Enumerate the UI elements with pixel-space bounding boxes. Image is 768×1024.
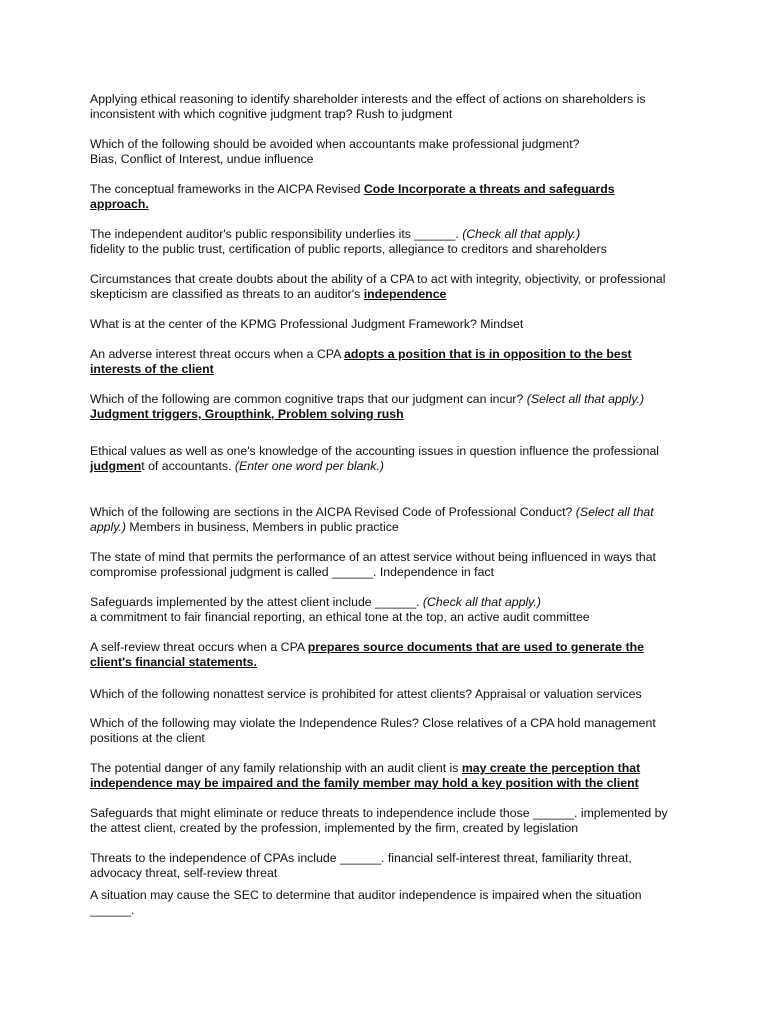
- answer-text: Code Incorporate a threats and safeguards approach.: [90, 182, 615, 211]
- qa-item: [90, 640, 670, 670]
- qa-item: [90, 716, 670, 746]
- question-text: A self-review threat occurs when a CPA: [90, 640, 308, 654]
- question-text: Which of the following are common cognitive traps that our judgment can incur?: [90, 392, 527, 406]
- instruction-text: (Check all that apply.): [462, 227, 581, 241]
- question-text: Safeguards implemented by the attest client include ______.: [90, 595, 423, 609]
- qa-item: [90, 687, 670, 702]
- qa-item: [90, 851, 670, 881]
- qa-item: [90, 888, 670, 918]
- question-text: A situation may cause the SEC to determine that auditor independence is impaired when the situation ______.: [90, 888, 642, 917]
- instruction-text: (Select all that apply.): [90, 505, 654, 534]
- question-text: Safeguards that might eliminate or reduce threats to independence include those ______. implemented by the attest client, created by the profession, implemented by the firm, created by legislation: [90, 806, 668, 835]
- instruction-text: (Select all that apply.): [526, 392, 645, 406]
- qa-item: [90, 806, 670, 836]
- question-text: Ethical values as well as one's knowledge of the accounting issues in question influence the professional: [90, 444, 660, 458]
- question-text: Applying ethical reasoning to identify shareholder interests and the effect of actions on shareholders is inconsistent with which cognitive judgment trap? Rush to judgment: [90, 92, 646, 121]
- question-text: Bias, Conflict of Interest, undue influence: [90, 152, 314, 166]
- qa-item: [90, 444, 670, 474]
- question-text: Circumstances that create doubts about the ability of a CPA to act with integrity, objectivity, or professional skepticism are classified as threats to an auditor's: [90, 272, 666, 301]
- qa-item: [90, 92, 670, 122]
- answer-text: Judgment triggers, Groupthink, Problem solving rush: [90, 407, 404, 421]
- qa-item: [90, 227, 670, 257]
- qa-item: [90, 505, 670, 535]
- qa-item: [90, 392, 670, 422]
- qa-item: [90, 317, 670, 332]
- question-text: Threats to the independence of CPAs include ______. financial self-interest threat, familiarity threat, advocacy threat, self-review threat: [90, 851, 632, 880]
- question-text: The potential danger of any family relationship with an audit client is: [90, 761, 462, 775]
- question-text: t of accountants.: [141, 459, 235, 473]
- question-text: Which of the following may violate the Independence Rules? Close relatives of a CPA hold management positions at the client: [90, 716, 656, 745]
- question-text: An adverse interest threat occurs when a CPA: [90, 347, 345, 361]
- instruction-text: (Enter one word per blank.): [234, 459, 384, 473]
- qa-item: [90, 761, 670, 791]
- question-text: Which of the following nonattest service is prohibited for attest clients? Appraisal or valuation services: [90, 687, 642, 701]
- question-text: Which of the following are sections in the AICPA Revised Code of Professional Conduct?: [90, 505, 576, 519]
- question-text: The state of mind that permits the performance of an attest service without being influenced in ways that compromise professional judgment is called ______. Independence in fact: [90, 550, 656, 579]
- answer-text: adopts a position that is in opposition to the best interests of the client: [90, 347, 632, 376]
- instruction-text: (Check all that apply.): [422, 595, 541, 609]
- question-text: The independent auditor's public responsibility underlies its ______.: [90, 227, 463, 241]
- qa-item: [90, 595, 670, 625]
- qa-item: [90, 347, 670, 377]
- qa-item: [90, 137, 670, 167]
- question-text: a commitment to fair financial reporting, an ethical tone at the top, an active audit committee: [90, 610, 590, 624]
- answer-text: independence: [363, 287, 447, 301]
- qa-item: [90, 272, 670, 302]
- question-text: Members in business, Members in public practice: [126, 520, 399, 534]
- answer-text: prepares source documents that are used to generate the client's financial statements.: [90, 640, 645, 669]
- answer-text: may create the perception that independence may be impaired and the family member may hold a key position with the client: [90, 761, 641, 790]
- question-text: fidelity to the public trust, certification of public reports, allegiance to creditors and shareholders: [90, 242, 607, 256]
- qa-item: [90, 182, 670, 212]
- qa-item: [90, 550, 670, 580]
- answer-text: judgmen: [90, 459, 142, 473]
- question-text: Which of the following should be avoided when accountants make professional judgment?: [90, 137, 580, 151]
- question-text: The conceptual frameworks in the AICPA Revised: [90, 182, 364, 196]
- question-text: What is at the center of the KPMG Professional Judgment Framework? Mindset: [90, 317, 524, 331]
